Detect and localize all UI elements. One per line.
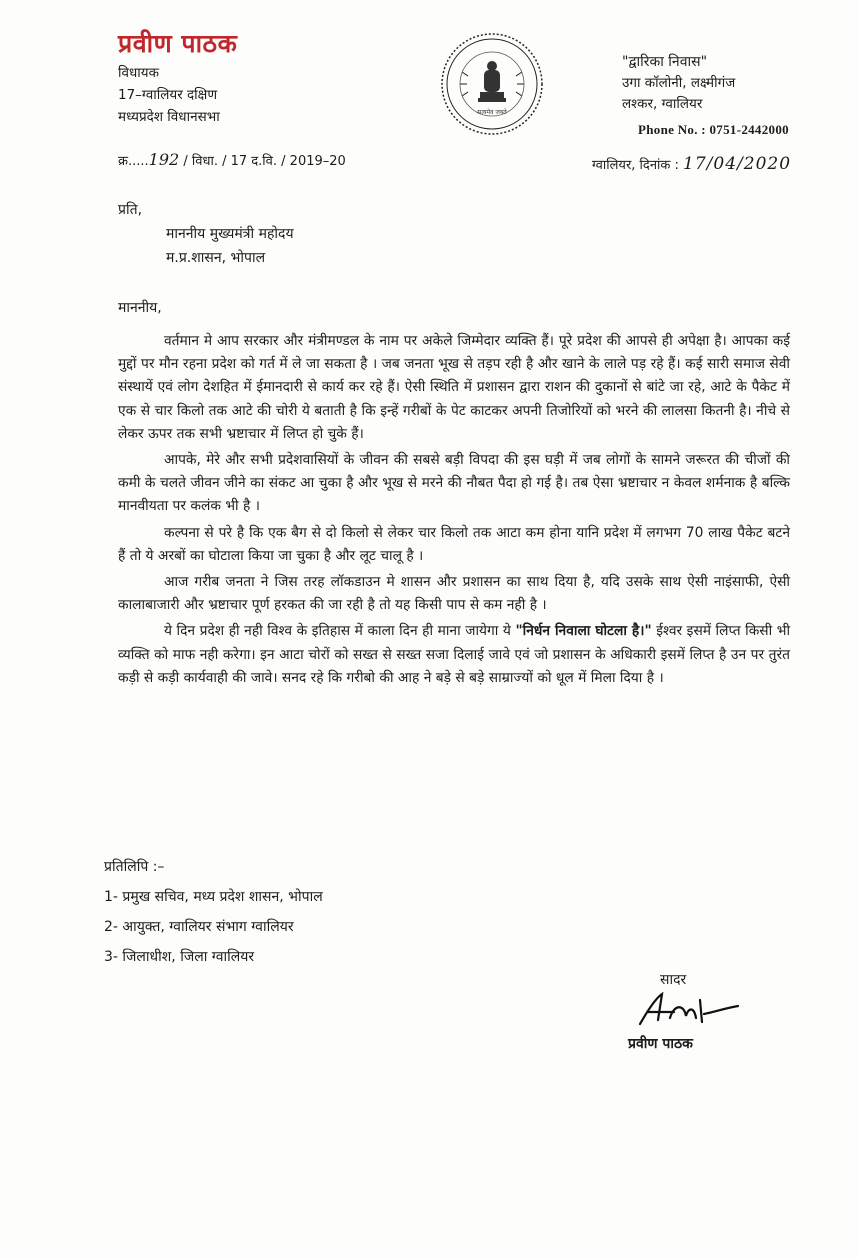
designation: विधायक: [118, 65, 159, 81]
sender-name: प्रवीण पाठक: [118, 29, 238, 58]
reference-suffix: / विधा. / 17 द.वि. / 2019–20: [183, 154, 346, 169]
recipient-block: [118, 200, 294, 272]
assembly: मध्यप्रदेश विधानसभा: [118, 109, 220, 125]
date-handwritten: 17/04/2020: [683, 154, 792, 174]
copy-to-block: [104, 852, 323, 972]
emblem-motto: सत्यमेव जयते: [477, 109, 507, 116]
copy-to-item: 3- जिलाधीश, जिला ग्वालियर: [104, 949, 255, 965]
paragraph: आपके, मेरे और सभी प्रदेशवासियों के जीवन की सबसे बड़ी विपदा की इस घड़ी में जब लोगों के सामने जरूरत की चीजों की कमी के चलते जीवन जीने का संकट आ चुका है और भूख से मरने की नौबत पैदा हो गई है। तब ऐसा भ्रष्टाचार न केवल शर्मनाक है बल्कि मानवीयता पर कलंक भी है ।: [118, 452, 790, 515]
date-label: ग्वालियर, दिनांक :: [592, 158, 679, 173]
paragraph: आज गरीब जनता ने जिस तरह लॉकडाउन मे शासन और प्रशासन का साथ दिया है, यदि उसके साथ ऐसी नाइंसाफी, ऐसी कालाबाजारी और भ्रष्टाचार पूर्ण हरकत की जा रही है तो यह किसी पाप से कम नही है ।: [118, 574, 790, 614]
state-emblem: [440, 32, 544, 136]
final-paragraph-end: ईश्वर इसमें लिप्त किसी भी व्यक्ति को माफ नही करेगा। इन आटा चोरों को सख्त से सख्त सजा दिलाई जावे एवं जो प्रशासन के अधिकारी इसमें लिप्त है उन पर तुरंत कड़ी से कड़ी कार्यवाही की जावे। सनद रहे कि गरीबो की आह ने बड़े से बड़े साम्राज्यों को धूल में मिला दिया है ।: [118, 623, 791, 686]
scam-title: "निर्धन निवाला घोटला है।": [515, 623, 652, 640]
paragraph: कल्पना से परे है कि एक बैग से दो किलो से लेकर चार किलो तक आटा कम होना यानि प्रदेश में लगभग 70 लाख पैकेट बटने हैं तो ये अरबों का घोटाला किया जा चुका है और लूट चालू है ।: [118, 524, 790, 564]
reference-number: [118, 150, 346, 169]
signer-name: प्रवीण पाठक: [628, 1036, 693, 1052]
sender-details: [118, 62, 220, 128]
constituency: 17–ग्वालियर दक्षिण: [118, 87, 218, 103]
final-paragraph: [118, 620, 790, 690]
copy-to-item: 2- आयुक्त, ग्वालियर संभाग ग्वालियर: [104, 919, 294, 935]
recipient-line-2: म.प्र.शासन, भोपाल: [166, 250, 266, 266]
letter-body: [118, 330, 790, 693]
reference-prefix: क्र.....: [118, 154, 149, 169]
residence-details: [622, 52, 735, 115]
closing-regards: सादर: [660, 972, 687, 988]
address-line-2: लश्कर, ग्वालियर: [622, 96, 703, 112]
copy-to-label: प्रतिलिपि :–: [104, 859, 165, 875]
recipient-prefix: प्रति,: [118, 202, 143, 218]
residence-name: "द्वारिका निवास": [622, 54, 708, 70]
signature: [634, 990, 744, 1034]
reference-handwritten: 192: [148, 150, 180, 169]
letter-date: [592, 154, 791, 174]
final-paragraph-start: ये दिन प्रदेश ही नही विश्व के इतिहास में काला दिन ही माना जायेगा ये: [164, 623, 511, 640]
salutation: माननीय,: [118, 300, 162, 316]
recipient-line-1: माननीय मुख्यमंत्री महोदय: [166, 226, 294, 242]
paragraph: वर्तमान मे आप सरकार और मंत्रीमण्डल के नाम पर अकेले जिम्मेदार व्यक्ति हैं। पूरे प्रदेश की आपसे ही अपेक्षा है। आपका कई मुद्दों पर मौन रहना प्रदेश को गर्त में ले जा सकता है । जब जनता भूख से तड़प रही है और खाने के लाले पड़ रहे हैं। कई सारी समाज सेवी संस्थायें एवं लोग देशहित में ईमानदारी से कार्य कर रहे हैं। ऐसी स्थिति में प्रशासन द्वारा राशन की दुकानों से बांटे जा रहे, आटे के पैकेट में एक से चार किलो तक आटे की चोरी ये बताती है कि इन्हें गरीबों के पेट काटकर अपनी तिजोरियों को भरने की लालसा कितनी है। नीचे से लेकर ऊपर तक सभी भ्रष्टाचार में लिप्त हो चुके हैं।: [118, 333, 790, 442]
address-line-1: उगा कॉलोनी, लक्ष्मीगंज: [622, 75, 736, 91]
phone-number: Phone No. : 0751-2442000: [638, 122, 789, 137]
copy-to-item: 1- प्रमुख सचिव, मध्य प्रदेश शासन, भोपाल: [104, 889, 323, 905]
